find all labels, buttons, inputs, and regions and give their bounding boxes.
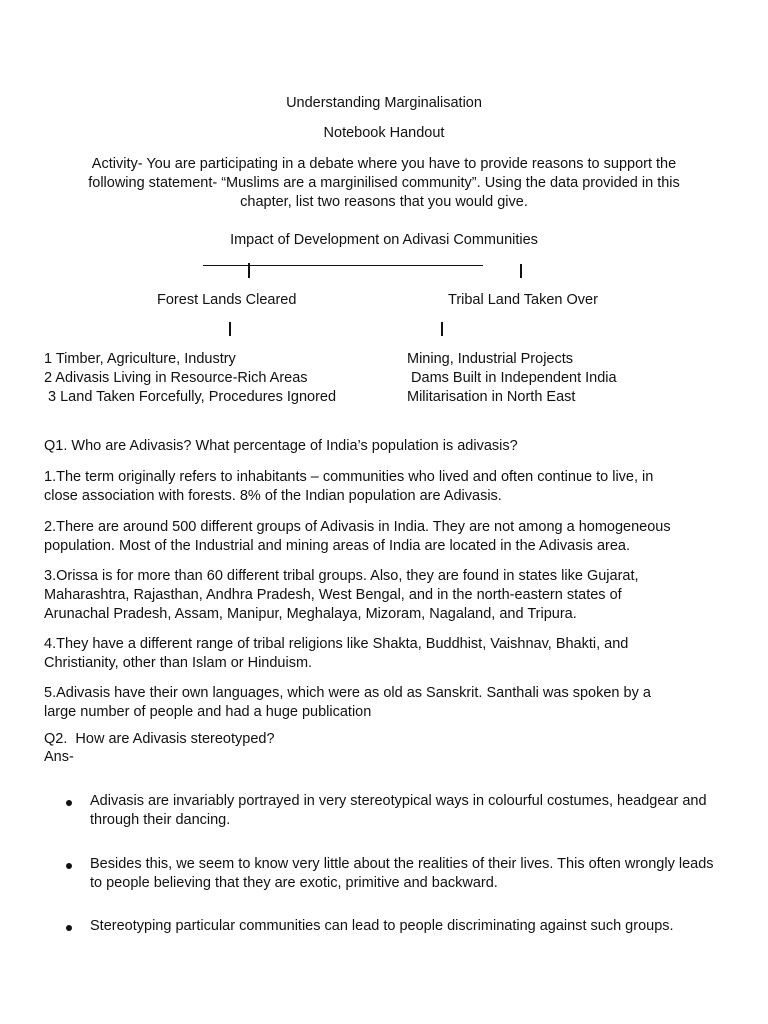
answer-line: 5.Adivasis have their own languages, which were as old as Sanskrit. Santhali was spoken by a	[44, 685, 651, 701]
answer-line: 3.Orissa is for more than 60 different tribal groups. Also, they are found in states like Gujarat,	[44, 568, 639, 584]
q1-answer-3	[44, 567, 724, 624]
q2-bullet-2: Besides this, we seem to know very little about the realities of their lives. This often wrongly leads to people believing that they are exotic, primitive and backward.	[90, 856, 714, 891]
q2-bullet-1: Adivasis are invariably portrayed in very stereotypical ways in colourful costumes, headgear and through their dancing.	[90, 793, 707, 828]
answer-line: Arunachal Pradesh, Assam, Manipur, Meghalaya, Mizoram, Nagaland, and Tripura.	[44, 606, 577, 622]
list-item: 1 Timber, Agriculture, Industry	[44, 351, 236, 367]
activity-line: chapter, list two reasons that you would give.	[240, 194, 528, 210]
list-item: Dams Built in Independent India	[407, 370, 617, 386]
answer-line: close association with forests. 8% of the Indian population are Adivasis.	[44, 488, 502, 504]
diagram-connector-tick	[520, 264, 522, 278]
q1-answer-2	[44, 518, 724, 556]
diagram-connector-line	[203, 265, 483, 266]
bullet-dot	[66, 925, 72, 931]
answer-line: large number of people and had a huge publication	[44, 704, 372, 720]
diagram-right-heading: Tribal Land Taken Over	[448, 292, 598, 308]
diagram-title: Impact of Development on Adivasi Communities	[230, 232, 538, 248]
answer-line: 1.The term originally refers to inhabitants – communities who lived and often continue to live, in	[44, 469, 654, 485]
diagram-right-list	[407, 350, 617, 407]
q1-answer-5	[44, 684, 724, 722]
page-title: Understanding Marginalisation	[286, 95, 482, 111]
answer-line: Christianity, other than Islam or Hinduism.	[44, 655, 313, 671]
activity-line: following statement- “Muslims are a marginilised community”. Using the data provided in this	[88, 175, 680, 191]
diagram-branch-tick	[229, 322, 231, 336]
diagram-connector-tick	[248, 263, 250, 278]
activity-line: Activity- You are participating in a debate where you have to provide reasons to support the	[91, 156, 677, 172]
page-subtitle: Notebook Handout	[323, 125, 445, 141]
list-item: 2 Adivasis Living in Resource-Rich Areas	[44, 370, 308, 386]
answer-line: population. Most of the Industrial and mining areas of India are located in the Adivasis area.	[44, 538, 630, 554]
answer-line: 2.There are around 500 different groups of Adivasis in India. They are not among a homogeneous	[44, 519, 671, 535]
q1-answer-1	[44, 468, 724, 506]
diagram-left-list	[44, 350, 336, 407]
q2-question: Q2. How are Adivasis stereotyped?	[44, 731, 275, 747]
list-item: 3 Land Taken Forcefully, Procedures Ignored	[44, 389, 337, 405]
q2-bullet-3: Stereotyping particular communities can lead to people discriminating against such groups.	[90, 918, 674, 934]
q2-answer-label: Ans-	[44, 749, 74, 765]
diagram-left-heading: Forest Lands Cleared	[157, 292, 297, 308]
bullet-dot	[66, 800, 72, 806]
q1-question: Q1. Who are Adivasis? What percentage of India’s population is adivasis?	[44, 438, 518, 454]
list-item: Mining, Industrial Projects	[407, 351, 574, 367]
diagram-branch-tick	[441, 322, 443, 336]
q1-answer-4	[44, 635, 724, 673]
bullet-dot	[66, 863, 72, 869]
answer-line: 4.They have a different range of tribal religions like Shakta, Buddhist, Vaishnav, Bhakti, and	[44, 636, 629, 652]
list-item: Militarisation in North East	[407, 389, 576, 405]
activity-paragraph	[0, 155, 768, 212]
answer-line: Maharashtra, Rajasthan, Andhra Pradesh, West Bengal, and in the north-eastern states of	[44, 587, 622, 603]
